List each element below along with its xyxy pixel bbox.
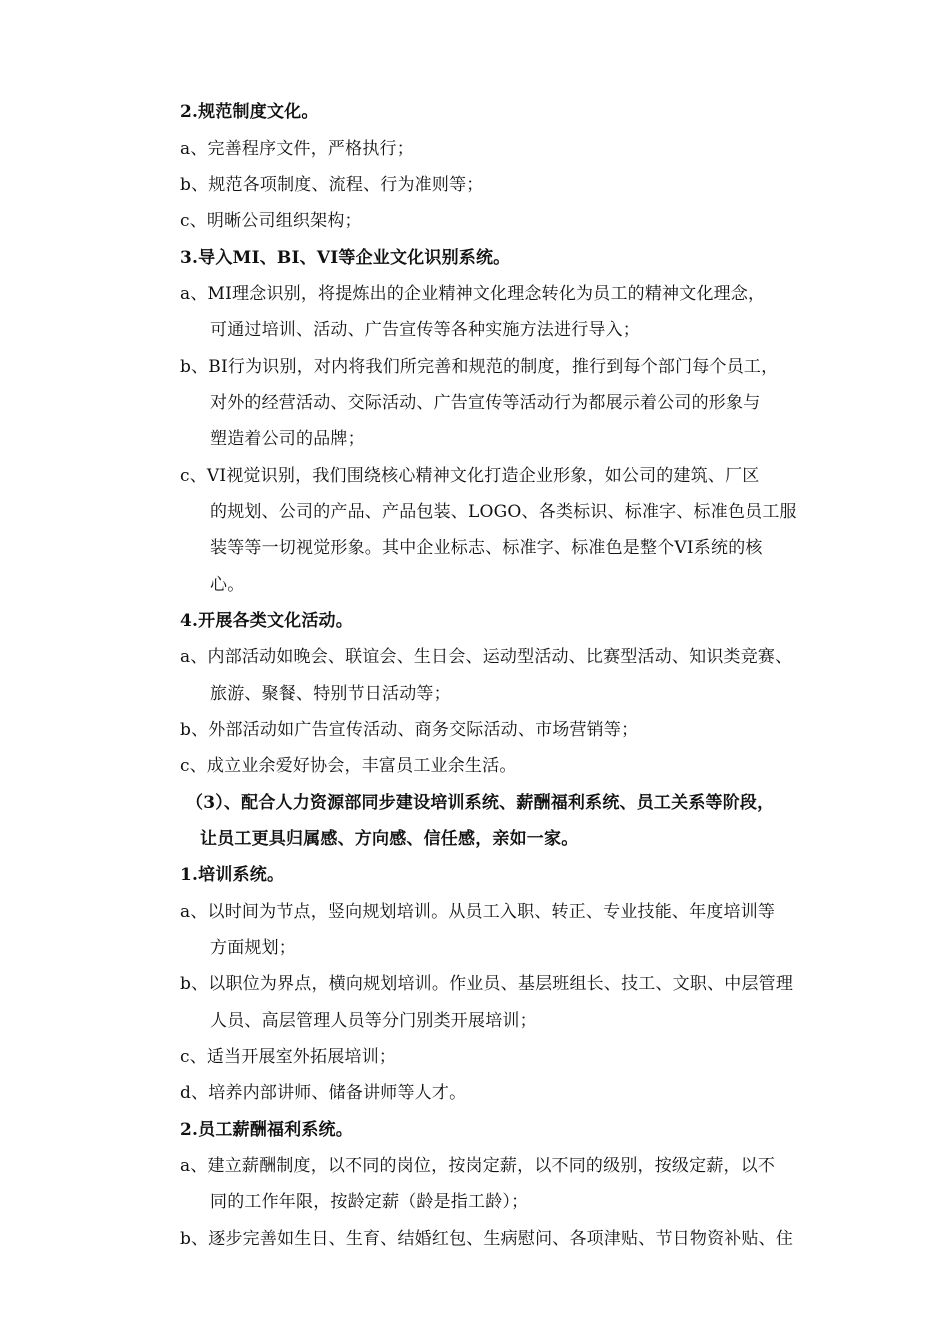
section-heading: 3.导入MI、BI、VI等企业文化识别系统。 <box>180 248 511 268</box>
section-heading: 2.员工薪酬福利系统。 <box>180 1120 353 1140</box>
list-item: a、内部活动如晚会、联谊会、生日会、运动型活动、比赛型活动、知识类竞赛、 <box>180 647 793 667</box>
list-item: b、以职位为界点，横向规划培训。作业员、基层班组长、技工、文职、中层管理 <box>180 974 794 994</box>
list-item-continuation: 心。 <box>210 575 245 595</box>
list-item: a、MI理念识别，将提炼出的企业精神文化理念转化为员工的精神文化理念， <box>180 284 766 304</box>
list-item: b、逐步完善如生日、生育、结婚红包、生病慰问、各项津贴、节日物资补贴、住 <box>180 1229 794 1249</box>
subsection-heading: （3）、配合人力资源部同步建设培训系统、薪酬福利系统、员工关系等阶段， <box>186 793 775 813</box>
list-item: d、培养内部讲师、储备讲师等人才。 <box>180 1083 467 1103</box>
list-item: a、建立薪酬制度，以不同的岗位，按岗定薪，以不同的级别，按级定薪，以不 <box>180 1156 776 1176</box>
subsection-heading-continuation: 让员工更具归属感、方向感、信任感，亲如一家。 <box>200 829 579 849</box>
list-item-continuation: 对外的经营活动、交际活动、广告宣传等活动行为都展示着公司的形象与 <box>210 393 761 413</box>
list-item-continuation: 同的工作年限，按龄定薪（龄是指工龄）； <box>210 1192 529 1212</box>
list-item-continuation: 装等等一切视觉形象。其中企业标志、标准字、标准色是整个VI系统的核 <box>210 538 763 558</box>
list-item: c、适当开展室外拓展培训； <box>180 1047 397 1067</box>
list-item-continuation: 可通过培训、活动、广告宣传等各种实施方法进行导入； <box>210 320 640 340</box>
list-item: b、规范各项制度、流程、行为准则等； <box>180 175 484 195</box>
list-item-continuation: 塑造着公司的品牌； <box>210 429 365 449</box>
list-item-continuation: 旅游、聚餐、特别节日活动等； <box>210 684 451 704</box>
list-item: a、以时间为节点，竖向规划培训。从员工入职、转正、专业技能、年度培训等 <box>180 902 776 922</box>
list-item: b、外部活动如广告宣传活动、商务交际活动、市场营销等； <box>180 720 639 740</box>
section-heading: 4.开展各类文化活动。 <box>180 611 353 631</box>
list-item-continuation: 的规划、公司的产品、产品包装、LOGO、各类标识、标准字、标准色员工服 <box>210 502 797 522</box>
list-item: b、BI行为识别，对内将我们所完善和规范的制度，推行到每个部门每个员工， <box>180 357 779 377</box>
list-item: c、VI视觉识别，我们围绕核心精神文化打造企业形象，如公司的建筑、厂区 <box>180 466 760 486</box>
list-item: a、完善程序文件，严格执行； <box>180 139 414 159</box>
list-item: c、成立业余爱好协会，丰富员工业余生活。 <box>180 756 517 776</box>
list-item: c、明晰公司组织架构； <box>180 211 362 231</box>
list-item-continuation: 方面规划； <box>210 938 296 958</box>
section-heading: 2.规范制度文化。 <box>180 102 319 122</box>
section-heading: 1.培训系统。 <box>180 865 285 885</box>
list-item-continuation: 人员、高层管理人员等分门别类开展培训； <box>210 1011 537 1031</box>
